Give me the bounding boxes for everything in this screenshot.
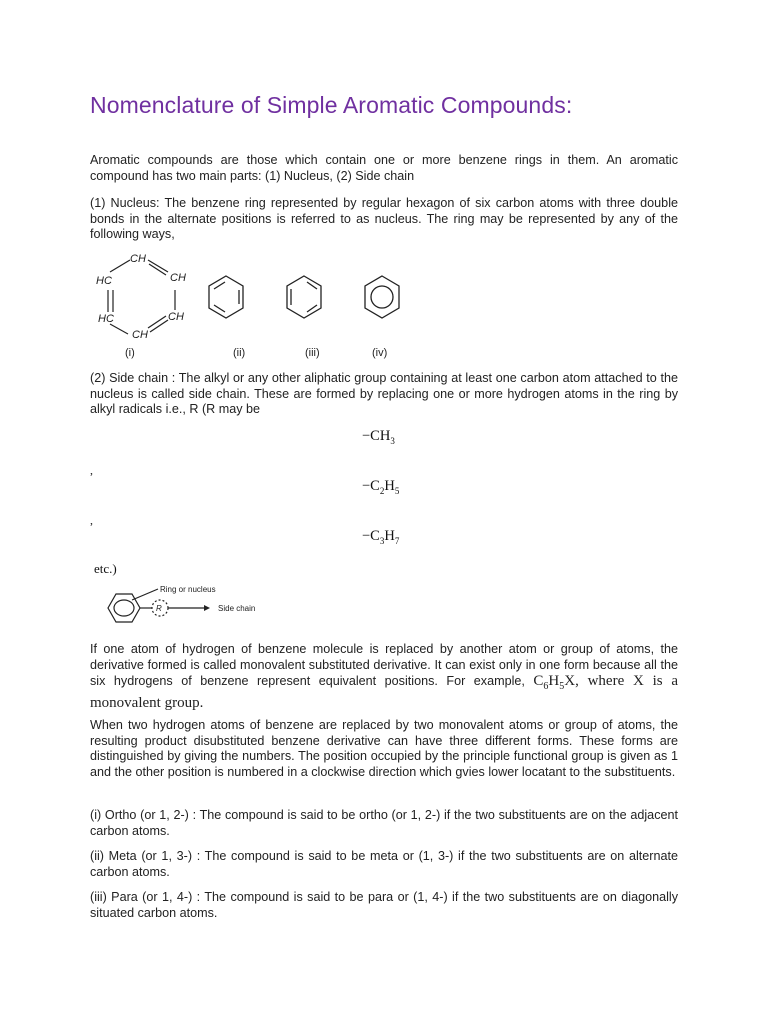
meta-paragraph: (ii) Meta (or 1, 3-) : The compound is said to be meta or (1, 3-) if the two substituents are on alternate carbon atoms.	[90, 849, 678, 879]
atom-left-hc: HC	[96, 275, 112, 287]
side-chain-figure	[92, 580, 292, 632]
atom-right-ch: CH	[170, 272, 186, 284]
page-title: Nomenclature of Simple Aromatic Compounds:	[90, 92, 573, 118]
label-ii: (ii)	[233, 347, 246, 359]
monovalent-formula: $C_6H_5X$, where X is a monovalent group.	[90, 673, 678, 711]
monovalent-paragraph: If one atom of hydrogen of benzene molecule is replaced by another atom or group of atoms, the derivative formed is called monovalent substituted derivative. It can exist only in one form because all the six hydrogens of benzene represent equivalent positions. For example, $C_6H_5X$, where X is a monovalent group.	[90, 642, 678, 711]
disubstituted-paragraph: When two hydrogen atoms of benzene are replaced by two monovalent atoms or group of atoms, the resulting product disubstituted benzene derivative can have three different forms. These forms are distinguished by giving the numbers. The position occupied by the principle functional group is given as 1 and the other position is numbered in a clockwise direction which gvies lower locatant to the substituents.	[90, 718, 678, 779]
hexagon-iv	[365, 276, 399, 318]
sidechain-paragraph: (2) Side chain : The alkyl or any other aliphatic group containing at least one carbon atom attached to the nucleus is called side chain. These are formed by replacing one or more hydrogen atoms in the ring by alkyl radicals i.e., R (R may be	[90, 371, 678, 417]
etc-text: etc.)	[94, 561, 117, 576]
r-label: R	[156, 604, 162, 613]
kekule-structure-i	[108, 260, 175, 334]
formula-ch3: $-CH_3$	[362, 428, 395, 446]
intro-paragraph: Aromatic compounds are those which contain one or more benzene rings in them. An aromatic compound has two main parts: (1) Nucleus, (2) Side chain	[90, 153, 678, 183]
hexagon-iii	[287, 276, 321, 318]
ring-or-nucleus-label: Ring or nucleus	[160, 585, 216, 594]
hexagon-ii	[209, 276, 243, 318]
atom-bottom-ch: CH	[132, 329, 148, 341]
label-i: (i)	[125, 347, 135, 359]
side-chain-label: Side chain	[218, 604, 256, 613]
comma-separator-2: ,	[90, 513, 93, 527]
atom-lower-right-ch: CH	[168, 311, 184, 323]
ortho-paragraph: (i) Ortho (or 1, 2-) : The compound is said to be ortho (or 1, 2-) if the two substituents are on the adjacent carbon atoms.	[90, 808, 678, 838]
benzene-representations-figure	[90, 250, 420, 362]
label-iii: (iii)	[305, 347, 320, 359]
formula-c2h5: $-C_2H_5$	[362, 478, 400, 496]
formula-c3h7: $-C_3H_7$	[362, 528, 400, 546]
comma-separator-1: ,	[90, 463, 93, 477]
atom-lower-left-hc: HC	[98, 313, 114, 325]
label-iv: (iv)	[372, 347, 388, 359]
nucleus-paragraph: (1) Nucleus: The benzene ring represented by regular hexagon of six carbon atoms with three double bonds in the alternate positions is referred to as nucleus. The ring may be represented by any of the following ways,	[90, 196, 678, 242]
para-paragraph: (iii) Para (or 1, 4-) : The compound is said to be para or (1, 4-) if the two substituents are on diagonally situated carbon atoms.	[90, 890, 678, 920]
atom-top-ch: CH	[130, 253, 146, 265]
